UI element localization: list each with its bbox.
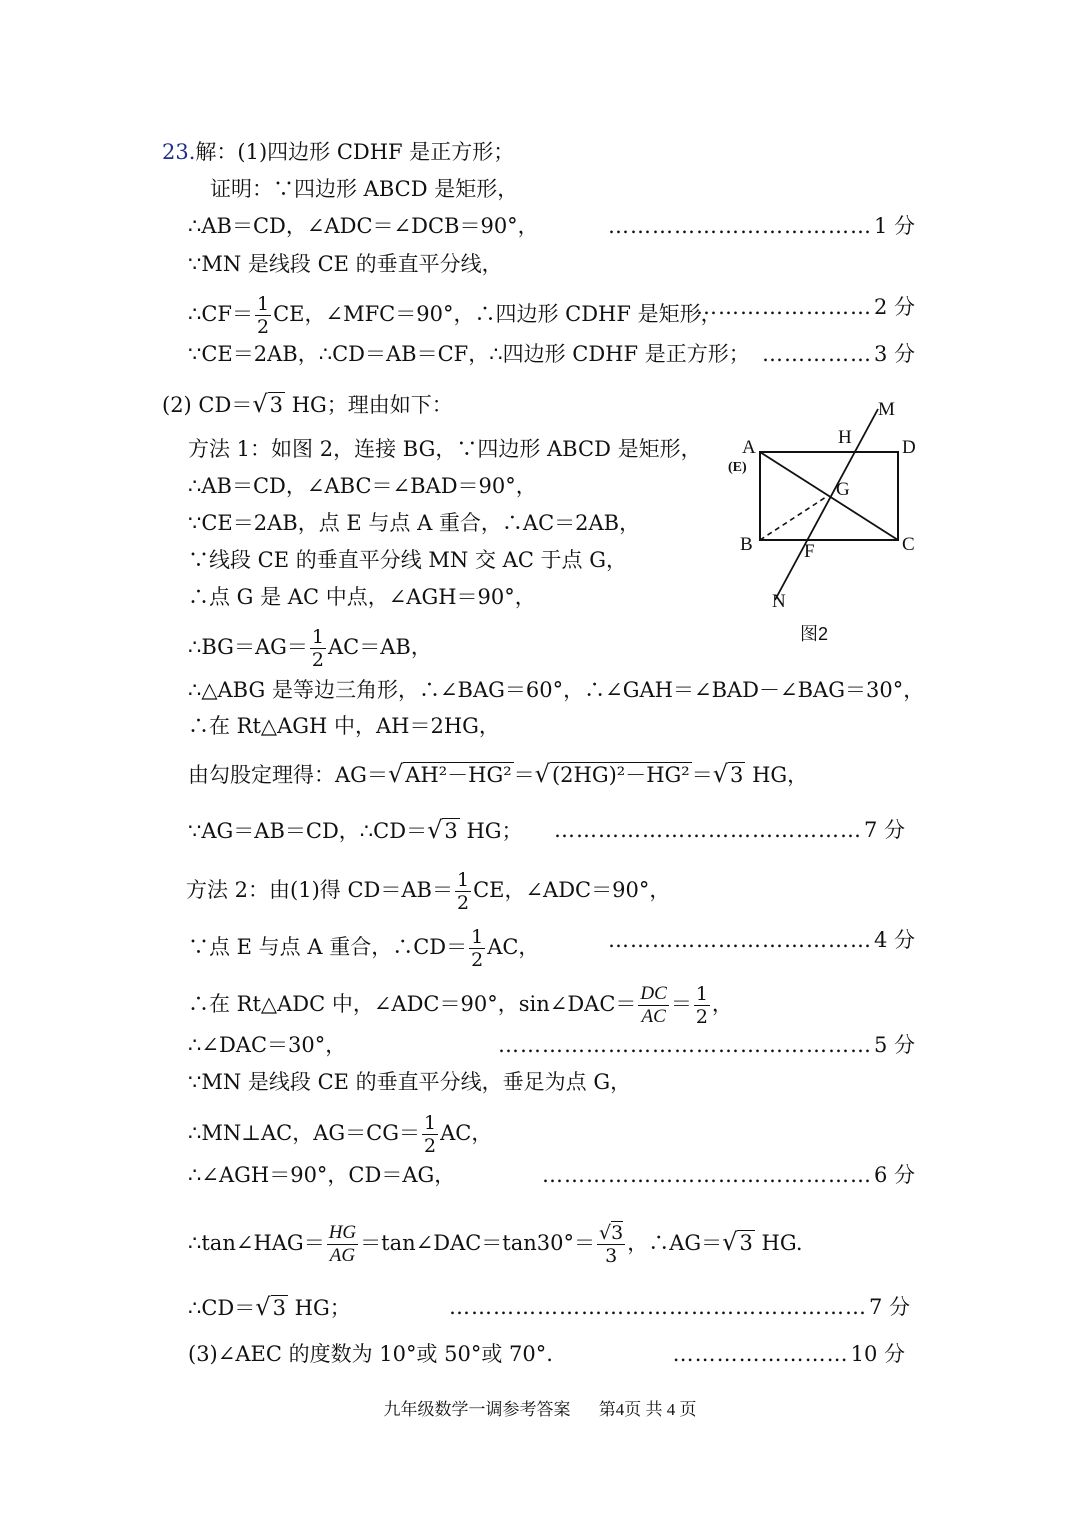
page-footer xyxy=(0,1395,1080,1420)
figure-caption: 图2 xyxy=(800,624,829,644)
part1-heading: 23.解：(1)四边形 CDHF 是正方形； xyxy=(162,140,515,164)
fraction-dc-ac: $\frac{DC}{AC}$ xyxy=(640,983,667,1027)
part3-line: (3)∠AEC 的度数为 10°或 50°或 70°. xyxy=(188,1342,553,1366)
method2-line-4: ∴∠DAC＝30°， xyxy=(188,1033,347,1057)
score-line-10: ……………………10 分 xyxy=(672,1342,905,1366)
proof-line-1: 证明：∵四边形 ABCD 是矩形， xyxy=(210,177,519,201)
fraction-sqrt3-over-3: $\frac{√3}{3}$ xyxy=(599,1222,624,1267)
score-line-2: ……………………2 分 xyxy=(695,295,915,319)
label-G: G xyxy=(836,479,850,500)
label-E: (E) xyxy=(728,460,747,475)
fraction-hg-ag: $\frac{HG}{AG}$ xyxy=(328,1222,357,1266)
method2-line-7: ∴∠AGH＝90°，CD＝AG， xyxy=(188,1163,456,1187)
method2-line-5: ∵MN 是线段 CE 的垂直平分线，垂足为点 G， xyxy=(188,1070,632,1094)
score-line-3: ……………3 分 xyxy=(761,342,915,366)
method1-line-3: ∵CE＝2AB，点 E 与点 A 重合，∴AC＝2AB， xyxy=(188,511,641,535)
score-line-5: ……………………………………………5 分 xyxy=(497,1033,915,1057)
label-H: H xyxy=(838,427,852,448)
footer-page: 第4页 共 4 页 xyxy=(598,1400,697,1419)
method2-line-3: ∴在 Rt△ADC 中，∠ADC＝90°，sin∠DAC＝ $\frac{DC}{AC}$ ＝ $\frac{1}{2}$ ， xyxy=(188,983,733,1028)
sqrt-2hg2-hg2: √(2HG)²－HG² xyxy=(534,760,690,788)
proof-line-2: ∴AB＝CD，∠ADC＝∠DCB＝90°， xyxy=(188,214,539,238)
method1-line-1: 方法 1：如图 2，连接 BG，∵四边形 ABCD 是矩形， xyxy=(188,437,702,461)
problem-number: 23. xyxy=(162,140,196,164)
geometry-figure-2 xyxy=(720,395,930,645)
label-F: F xyxy=(804,541,815,562)
method2-line-9: ∴CD＝√3 HG； xyxy=(188,1293,351,1321)
label-N: N xyxy=(772,591,786,612)
label-C: C xyxy=(902,534,915,555)
score-line-7b: …………………………………………………7 分 xyxy=(448,1295,910,1319)
fraction-half: $\frac{1}{2}$ xyxy=(471,926,484,971)
diagonal-ac xyxy=(760,452,898,540)
footer-title: 九年级数学一调参考答案 xyxy=(383,1400,571,1419)
method1-line-6: ∴BG＝AG＝ $\frac{1}{2}$ AC＝AB， xyxy=(188,626,432,671)
score-line-7a: ……………………………………7 分 xyxy=(553,818,905,842)
line-mn xyxy=(775,409,878,600)
method2-line-2: ∵点 E 与点 A 重合，∴CD＝ $\frac{1}{2}$ AC， xyxy=(188,926,540,971)
sqrt-3: √3 xyxy=(427,816,458,844)
score-line-1: ………………………………1 分 xyxy=(607,214,915,238)
fraction-half: $\frac{1}{2}$ xyxy=(257,293,270,338)
label-A: A xyxy=(742,437,756,458)
method1-line-9: 由勾股定理得：AG＝√AH²－HG²＝√(2HG)²－HG²＝√3 HG， xyxy=(188,760,809,788)
label-D: D xyxy=(902,437,916,458)
sqrt-3: √3 xyxy=(722,1228,753,1256)
sqrt-ah2-hg2: √AH²－HG² xyxy=(387,760,512,788)
score-line-6: ………………………………………6 分 xyxy=(541,1163,915,1187)
method1-line-4: ∵线段 CE 的垂直平分线 MN 交 AC 于点 G， xyxy=(188,548,628,572)
score-line-4: ………………………………4 分 xyxy=(607,928,915,952)
method2-line-8: ∴tan∠HAG＝ $\frac{HG}{AG}$ ＝tan∠DAC＝tan30°＝ $\frac{√3}{3}$ ，∴AG＝√3 HG. xyxy=(188,1222,803,1267)
sqrt-3: √3 xyxy=(252,390,283,418)
fraction-half: $\frac{1}{2}$ xyxy=(424,1112,437,1157)
method1-line-10: ∵AG＝AB＝CD，∴CD＝√3 HG； xyxy=(188,816,523,844)
method2-line-1: 方法 2：由(1)得 CD＝AB＝ $\frac{1}{2}$ CE，∠ADC＝90°， xyxy=(186,869,671,914)
method1-line-2: ∴AB＝CD，∠ABC＝∠BAD＝90°， xyxy=(188,474,537,498)
method1-line-8: ∴在 Rt△AGH 中，AH＝2HG， xyxy=(188,714,500,738)
method1-line-5: ∴点 G 是 AC 中点，∠AGH＝90°， xyxy=(188,585,536,609)
label-M: M xyxy=(878,399,895,420)
label-B: B xyxy=(740,534,753,555)
sqrt-3: √3 xyxy=(255,1293,286,1321)
fraction-half: $\frac{1}{2}$ xyxy=(695,983,708,1028)
fraction-half: $\frac{1}{2}$ xyxy=(311,626,324,671)
proof-line-3: ∵MN 是线段 CE 的垂直平分线， xyxy=(188,252,503,276)
proof-line-4: ∴CF＝ $\frac{1}{2}$ CE，∠MFC＝90°，∴四边形 CDHF 是矩形， xyxy=(188,293,722,338)
proof-line-5: ∵CE＝2AB，∴CD＝AB＝CF，∴四边形 CDHF 是正方形； xyxy=(188,342,750,366)
sqrt-3: √3 xyxy=(712,760,744,788)
method1-line-7: ∴△ABG 是等边三角形，∴∠BAG＝60°，∴∠GAH＝∠BAD－∠BAG＝30°， xyxy=(188,678,925,702)
segment-bg-dashed xyxy=(760,497,826,540)
fraction-half: $\frac{1}{2}$ xyxy=(456,869,470,914)
method2-line-6: ∴MN⊥AC，AG＝CG＝ $\frac{1}{2}$ AC， xyxy=(188,1112,493,1157)
part2-heading: (2) CD＝√3 HG；理由如下： xyxy=(162,390,453,418)
